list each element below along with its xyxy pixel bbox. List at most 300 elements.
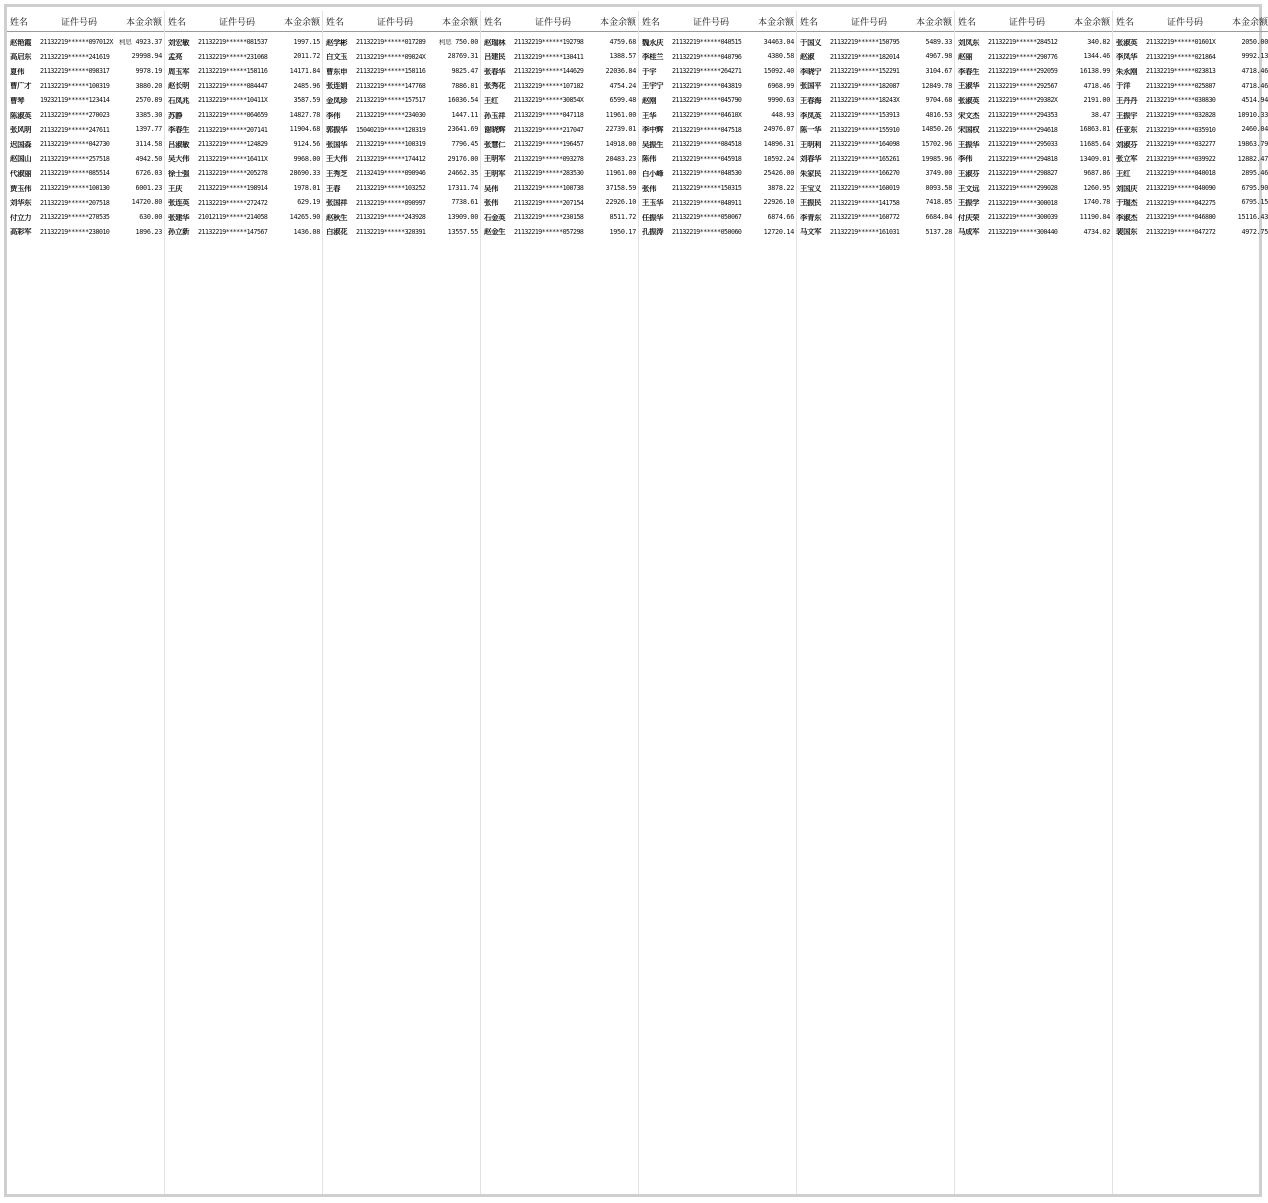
ledger-row [639,210,796,225]
ledger-row [955,123,1112,138]
ledger-row [323,79,480,94]
ledger-row [323,64,480,79]
name-cell: 吕淑敏 [168,140,190,149]
name-cell: 曹琴 [10,96,25,105]
amount-cell: 14827.78 [289,111,320,119]
ledger-row [7,79,164,94]
ledger-row [481,181,638,196]
amount-cell: 16863.81 [1079,126,1110,134]
id-cell: 21132219******047518 [672,126,742,134]
name-cell: 白文玉 [326,53,348,61]
id-cell: 21132219******300039 [988,214,1058,221]
ledger-row [955,35,1112,50]
amount-cell: 14171.84 [289,68,320,75]
ledger-rows [7,35,164,1185]
id-cell: 21132219******165261 [830,155,900,163]
ledger-row [1113,108,1268,123]
name-cell: 任亚东 [1116,126,1138,134]
column-header [639,11,796,32]
id-cell: 21132219******294353 [988,111,1058,119]
amount-cell: 2460.04 [1241,126,1268,134]
header-name: 姓名 [326,17,345,28]
name-cell: 高启东 [10,53,32,61]
name-cell: 赵淑 [800,53,815,61]
ledger-row [1113,210,1268,225]
ledger-row [165,225,322,240]
ledger-column-block [164,11,322,1194]
amount-cell: 4967.98 [925,53,952,61]
ledger-column-block [1112,11,1268,1194]
id-cell: 21132219******124829 [198,141,268,148]
amount-cell: 4754.24 [609,82,636,90]
id-cell: 21132219******207141 [198,126,268,134]
name-cell: 张风明 [10,126,32,134]
id-cell: 21132219******147768 [356,82,426,90]
amount-cell: 6684.04 [925,214,952,221]
id-cell: 21132219******192798 [514,39,584,46]
ledger-row [797,181,954,196]
amount-cell: 4972.75 [1241,228,1268,236]
name-cell: 刘凤东 [958,38,980,46]
id-cell: 21132219******300440 [988,228,1058,236]
ledger-row [165,123,322,138]
amount-cell: 1740.78 [1083,199,1110,207]
ledger-row [639,79,796,94]
amount-cell: 7738.61 [451,199,478,207]
name-cell: 张春华 [484,67,506,76]
id-cell: 21132219******292567 [988,82,1058,90]
name-cell: 任振华 [642,213,664,222]
id-cell: 21132219******290776 [988,53,1058,61]
ledger-column-block [796,11,954,1194]
ledger-rows [955,35,1112,1185]
name-cell: 王宇宁 [642,82,664,90]
name-cell: 吴大伟 [168,155,190,163]
amount-cell: 9825.47 [451,68,478,75]
id-cell: 21132219******247611 [40,126,110,134]
amount-cell: 2191.00 [1083,97,1110,105]
id-cell: 21132219******032828 [1146,111,1216,119]
id-cell: 21132219******234030 [356,111,426,119]
name-cell: 苏静 [168,111,183,119]
id-cell: 21132219******046800 [1146,214,1216,221]
id-cell: 21132219******030830 [1146,97,1216,104]
name-cell: 刘春华 [800,155,822,163]
name-cell: 王玉华 [642,199,664,207]
id-cell: 21132219******205278 [198,170,268,177]
ledger-row [1113,137,1268,152]
id-cell: 21132219******057298 [514,228,584,236]
id-cell: 21132219******174412 [356,155,426,163]
amount-cell: 15702.96 [921,141,952,148]
name-cell: 李中辉 [642,126,664,134]
ledger-row [1113,50,1268,65]
amount-cell: 7796.45 [451,141,478,148]
amount-cell: 11904.68 [289,126,320,134]
amount-cell: 24662.35 [447,170,478,178]
ledger-row [797,196,954,211]
name-cell: 马成军 [958,228,980,236]
name-cell: 赵长明 [168,82,190,90]
ledger-row [1113,35,1268,50]
amount-cell: 7418.05 [925,199,952,207]
name-cell: 刘华东 [10,199,32,207]
amount-cell: 28690.33 [289,170,320,178]
ledger-row [7,35,164,50]
name-cell: 赵国山 [10,155,32,163]
name-cell: 孔振涛 [642,228,664,236]
name-cell: 高彩军 [10,228,32,236]
amount-cell: 1978.01 [293,184,320,192]
ledger-row [323,166,480,181]
amount-cell: 4759.68 [609,38,636,46]
ledger-row [165,137,322,152]
id-cell: 21132219******040515 [672,39,742,46]
id-cell: 21132219******158116 [198,68,268,75]
ledger-row [1113,225,1268,240]
id-cell: 21132219******050067 [672,214,742,221]
name-cell: 吴振生 [642,140,664,149]
ledger-rows [323,35,480,1185]
header-amount: 本金余额 [441,17,478,28]
name-cell: 王振华 [958,140,980,149]
name-cell: 曹广才 [10,82,32,90]
name-cell: 李晓宁 [800,67,822,76]
ledger-row [797,50,954,65]
id-cell: 21132219******264271 [672,68,742,75]
amount-cell: 8093.58 [925,184,952,192]
name-cell: 李春生 [168,126,190,134]
id-cell: 21132219******150315 [672,184,742,192]
amount-cell: 1896.23 [135,228,162,236]
amount-cell: 11685.64 [1079,141,1110,148]
amount-cell: 14896.31 [763,141,794,148]
name-cell: 于洋 [1116,82,1131,90]
name-cell: 赵丽 [958,53,973,61]
name-cell: 张伟 [484,199,499,207]
ledger-row [639,152,796,167]
header-amount: 本金余额 [1231,17,1268,28]
id-cell: 21132219******040796 [672,53,742,61]
ledger-row [955,210,1112,225]
ledger-row [165,166,322,181]
id-cell: 21132219******047118 [514,111,584,119]
ledger-row [639,35,796,50]
amount-cell: 4718.46 [1083,82,1110,90]
name-cell: 刘淑芬 [1116,140,1138,149]
ledger-row [797,166,954,181]
ledger-row [165,50,322,65]
ledger-row [7,166,164,181]
amount-cell: 2570.89 [135,97,162,105]
ledger-row [323,152,480,167]
ledger-row [797,93,954,108]
ledger-row [797,108,954,123]
amount-cell: 8511.72 [609,214,636,221]
amount-cell: 4514.94 [1241,97,1268,105]
id-cell: 21132219******130411 [514,53,584,61]
id-cell: 21132219******141758 [830,199,900,207]
ledger-row [639,64,796,79]
amount-cell: 15116.43 [1237,214,1268,221]
column-header [797,11,954,32]
amount-cell: 11961.00 [605,111,636,119]
name-cell: 张立军 [1116,155,1138,163]
ledger-row [639,93,796,108]
id-cell: 21132219******155910 [830,126,900,134]
name-cell: 马文军 [800,228,822,236]
amount-cell: 3114.58 [135,141,162,148]
amount-cell: 6599.48 [609,97,636,105]
name-cell: 白淑花 [326,228,348,236]
amount-cell: 25426.00 [763,170,794,178]
amount-cell: 6795.90 [1241,184,1268,192]
header-id: 证件号码 [534,17,571,28]
ledger-row [1113,64,1268,79]
name-cell: 王淑芬 [958,169,980,178]
ledger-row [323,210,480,225]
ledger-row [165,64,322,79]
ledger-row [481,93,638,108]
ledger-row [639,181,796,196]
name-cell: 石金英 [484,213,506,222]
ledger-row [323,181,480,196]
name-cell: 王振民 [800,199,822,207]
amount-cell: 9978.19 [135,68,162,75]
amount-cell: 16036.54 [447,97,478,105]
column-header [1113,11,1268,32]
id-cell: 21132219******16411X [198,155,268,163]
amount-cell: 12720.14 [763,228,794,236]
ledger-row [323,137,480,152]
ledger-row [797,79,954,94]
ledger-row [797,210,954,225]
id-cell: 21132219******047272 [1146,228,1216,236]
amount-cell: 19985.96 [921,155,952,163]
id-cell: 21132219******097012X [40,39,113,46]
ledger-row [481,35,638,50]
header-amount: 本金余额 [125,17,162,28]
name-cell: 王淑华 [958,82,980,90]
name-cell: 金凤珍 [326,96,348,105]
ledger-row [1113,79,1268,94]
name-cell: 朱家民 [800,169,822,178]
name-cell: 王庆 [168,184,183,192]
name-cell: 郭振华 [326,126,348,134]
amount-cell: 10910.33 [1237,111,1268,119]
ledger-row [323,123,480,138]
ledger-row [955,196,1112,211]
id-cell: 21132219******284512 [988,39,1058,46]
amount-cell: 9992.13 [1241,53,1268,61]
id-cell: 21132219******048911 [672,199,742,207]
amount-cell: 6968.99 [767,82,794,90]
header-amount: 本金余额 [757,17,794,28]
id-cell: 21132219******30854X [514,97,584,104]
ledger-row [955,79,1112,94]
ledger-row [797,137,954,152]
name-cell: 于宇 [642,67,657,76]
amount-cell: 14265.90 [289,214,320,221]
id-cell: 21132219******042275 [1146,199,1216,207]
name-cell: 赵刚 [642,96,657,105]
ledger-row [955,166,1112,181]
ledger-row [639,50,796,65]
id-cell: 21132219******158116 [356,68,426,75]
ledger-column-block [480,11,638,1194]
ledger-row [7,123,164,138]
id-cell: 21132219******320391 [356,228,426,236]
ledger-rows [797,35,954,1185]
ledger-row [1113,181,1268,196]
name-cell: 李凤英 [800,111,822,119]
header-name: 姓名 [168,17,187,28]
name-cell: 张慧仁 [484,140,506,149]
name-cell: 吕建民 [484,53,506,61]
ledger-row [7,50,164,65]
name-cell: 孟亮 [168,53,183,61]
amount-cell: 9687.86 [1083,170,1110,178]
ledger-row [955,50,1112,65]
amount-cell: 利息 750.00 [438,38,478,46]
ledger-row [639,166,796,181]
ledger-row [481,108,638,123]
ledger-rows [481,35,638,1185]
amount-cell: 3385.30 [135,111,162,119]
name-cell: 王振学 [958,199,980,207]
name-cell: 石凤兆 [168,96,190,105]
ledger-row [7,181,164,196]
header-name: 姓名 [10,17,29,28]
name-cell: 宋文杰 [958,111,980,119]
name-cell: 刘国庆 [1116,184,1138,192]
amount-cell: 37158.59 [605,184,636,192]
id-cell: 21132219******299028 [988,184,1058,192]
amount-cell: 22926.10 [605,199,636,207]
header-name: 姓名 [800,17,819,28]
amount-cell: 22926.10 [763,199,794,207]
name-cell: 李伟 [958,155,973,163]
amount-cell: 14720.80 [131,199,162,207]
ledger-row [955,108,1112,123]
id-cell: 21132219******182014 [830,53,900,61]
name-cell: 王明军 [484,169,506,178]
id-cell: 21132219******144629 [514,68,584,75]
id-cell: 21132219******217047 [514,126,584,134]
amount-cell: 24976.07 [763,126,794,134]
column-header [955,11,1112,32]
id-cell: 21132219******182087 [830,82,900,90]
name-cell: 魏永庆 [642,38,664,46]
ledger-rows [1113,35,1268,1185]
id-cell: 21132219******300018 [988,199,1058,207]
ledger-row [165,79,322,94]
ledger-row [481,225,638,240]
name-cell: 贾玉伟 [10,184,32,192]
ledger-row [165,35,322,50]
name-cell: 刘宏敏 [168,38,190,46]
ledger-row [481,166,638,181]
name-cell: 王振宇 [1116,111,1138,119]
amount-cell: 29176.00 [447,155,478,163]
ledger-row [7,137,164,152]
name-cell: 王丹丹 [1116,96,1138,105]
amount-cell: 19863.79 [1237,141,1268,148]
name-cell: 孙玉祥 [484,111,506,119]
ledger-row [481,123,638,138]
amount-cell: 1997.15 [293,38,320,46]
ledger-row [165,196,322,211]
amount-cell: 630.00 [139,214,162,221]
name-cell: 张国祥 [326,199,348,207]
header-name: 姓名 [958,17,977,28]
id-cell: 21132219******157517 [356,97,426,104]
id-cell: 21132219******166270 [830,170,900,177]
ledger-row [797,123,954,138]
id-cell: 21132219******10411X [198,97,268,104]
ledger-row [7,225,164,240]
amount-cell: 6874.66 [767,214,794,221]
amount-cell: 14918.00 [605,141,636,148]
id-cell: 21132219******283530 [514,170,584,177]
amount-cell: 340.82 [1087,38,1110,46]
name-cell: 曹东申 [326,67,348,76]
id-cell: 21132219******238010 [40,228,110,236]
name-cell: 于国义 [800,38,822,46]
ledger-row [639,225,796,240]
ledger-row [797,35,954,50]
id-cell: 21132219******207154 [514,199,584,207]
id-cell: 21132219******164098 [830,141,900,148]
name-cell: 赵瑞林 [484,38,506,46]
ledger-row [7,196,164,211]
amount-cell: 5489.33 [925,38,952,46]
header-id: 证件号码 [692,17,729,28]
id-cell: 21132219******150795 [830,39,900,46]
amount-cell: 9704.68 [925,97,952,105]
ledger-row [1113,152,1268,167]
name-cell: 张伟 [642,184,657,192]
ledger-row [955,93,1112,108]
header-amount: 本金余额 [283,17,320,28]
name-cell: 夏伟 [10,67,25,76]
name-cell: 付庆荣 [958,213,980,222]
id-cell: 21132219******198914 [198,184,268,192]
name-cell: 王春 [326,184,341,192]
amount-cell: 3880.20 [135,82,162,90]
amount-cell: 12849.78 [921,82,952,90]
name-cell: 王红 [484,96,499,105]
ledger-row [639,108,796,123]
id-cell: 21132219******081537 [198,39,268,46]
ledger-row [323,196,480,211]
name-cell: 张淑英 [958,96,980,105]
amount-cell: 4718.46 [1241,68,1268,75]
id-cell: 21132219******045918 [672,155,742,163]
amount-cell: 利息 4923.37 [118,38,162,46]
id-cell: 21132219******017289 [356,39,426,46]
ledger-row [323,108,480,123]
id-cell: 21132219******01601X [1146,39,1216,46]
id-cell: 21132219******161031 [830,228,900,236]
id-cell: 21132219******294818 [988,155,1058,163]
amount-cell: 11961.00 [605,170,636,178]
ledger-rows [165,35,322,1185]
amount-cell: 1436.08 [293,228,320,236]
amount-cell: 4942.50 [135,155,162,163]
id-cell: 21132219******045790 [672,97,742,104]
ledger-row [797,152,954,167]
